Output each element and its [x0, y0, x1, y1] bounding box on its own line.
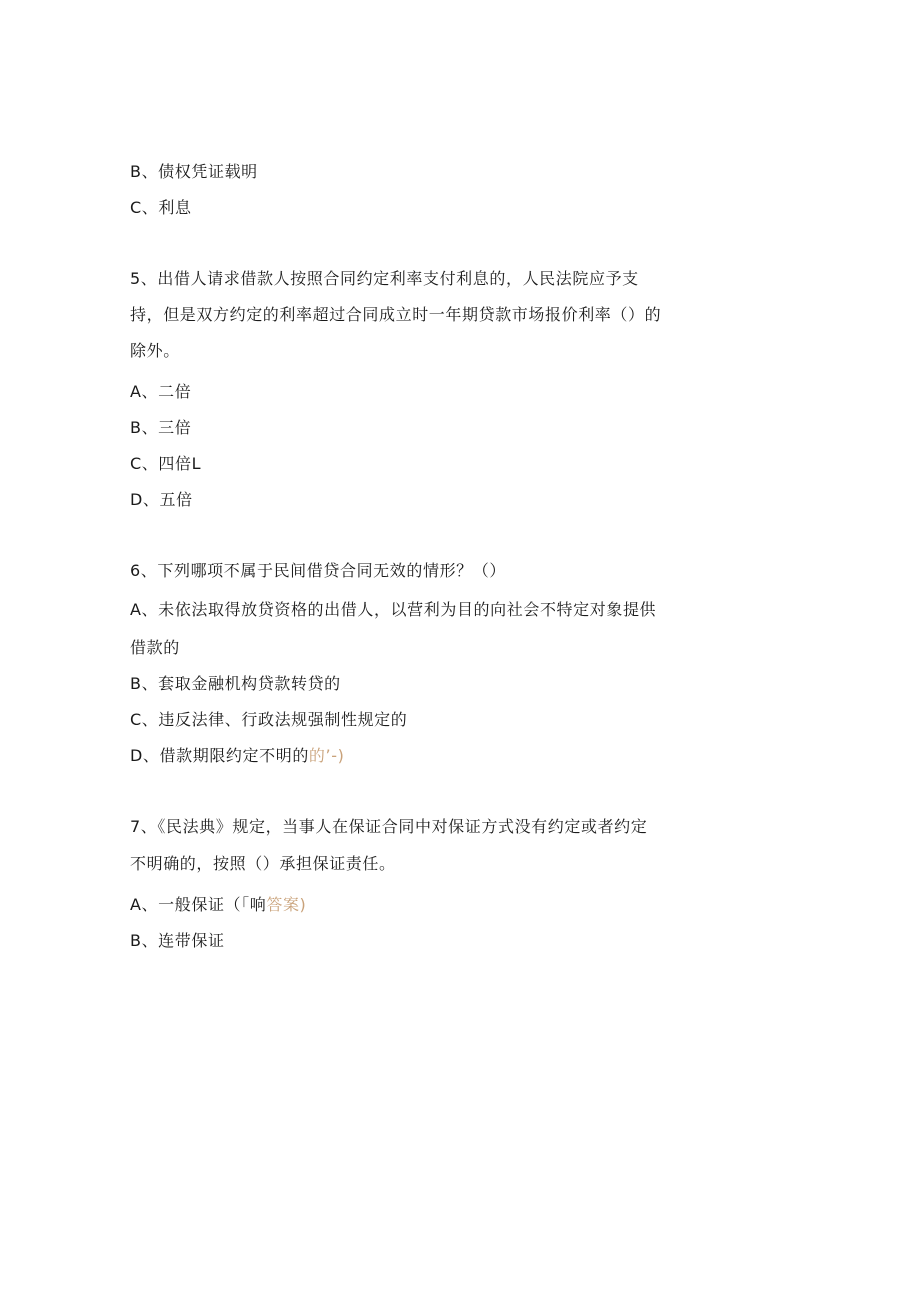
q5-option-b: B、三倍 [130, 418, 192, 437]
q7-option-b: B、连带保证 [130, 931, 225, 950]
q6-option-d-text: D、借款期限约定不明的 [130, 746, 309, 765]
q7-stem-line-1: 7、《民法典》规定，当事人在保证合同中对保证方式没有约定或者约定 [130, 817, 648, 836]
q4-option-b: B、债权凭证载明 [130, 162, 258, 181]
q6-option-c: C、违反法律、行政法规强制性规定的 [130, 710, 408, 729]
q7-stem-line-2: 不明确的，按照（）承担保证责任。 [130, 854, 396, 873]
q6-option-a-line-2: 借款的 [130, 638, 180, 657]
q5-stem-line-1: 5、出借人请求借款人按照合同约定利率支付利息的，人民法院应予支 [130, 269, 639, 288]
q7-option-a [130, 895, 306, 915]
q7-option-a-mark: 答案) [266, 895, 307, 914]
q7-option-a-text: A、一般保证（「响 [130, 895, 267, 914]
q6-option-b: B、套取金融机构贷款转贷的 [130, 674, 341, 693]
q6-option-d [130, 746, 344, 766]
q5-stem-line-3: 除外。 [130, 341, 180, 360]
q6-option-a-line-1: A、未依法取得放贷资格的出借人，以营利为目的向社会不特定对象提供 [130, 600, 657, 619]
q5-option-c: C、四倍L [130, 454, 202, 473]
q6-option-d-mark: 的’-) [308, 746, 345, 765]
q6-stem: 6、下列哪项不属于民间借贷合同无效的情形？（） [130, 561, 506, 580]
q5-option-a: A、二倍 [130, 382, 192, 401]
q5-stem-line-2: 持，但是双方约定的利率超过合同成立时一年期贷款市场报价利率（）的 [130, 305, 662, 324]
q4-option-c: C、利息 [130, 198, 192, 217]
q5-option-d: D、五倍 [130, 490, 193, 509]
